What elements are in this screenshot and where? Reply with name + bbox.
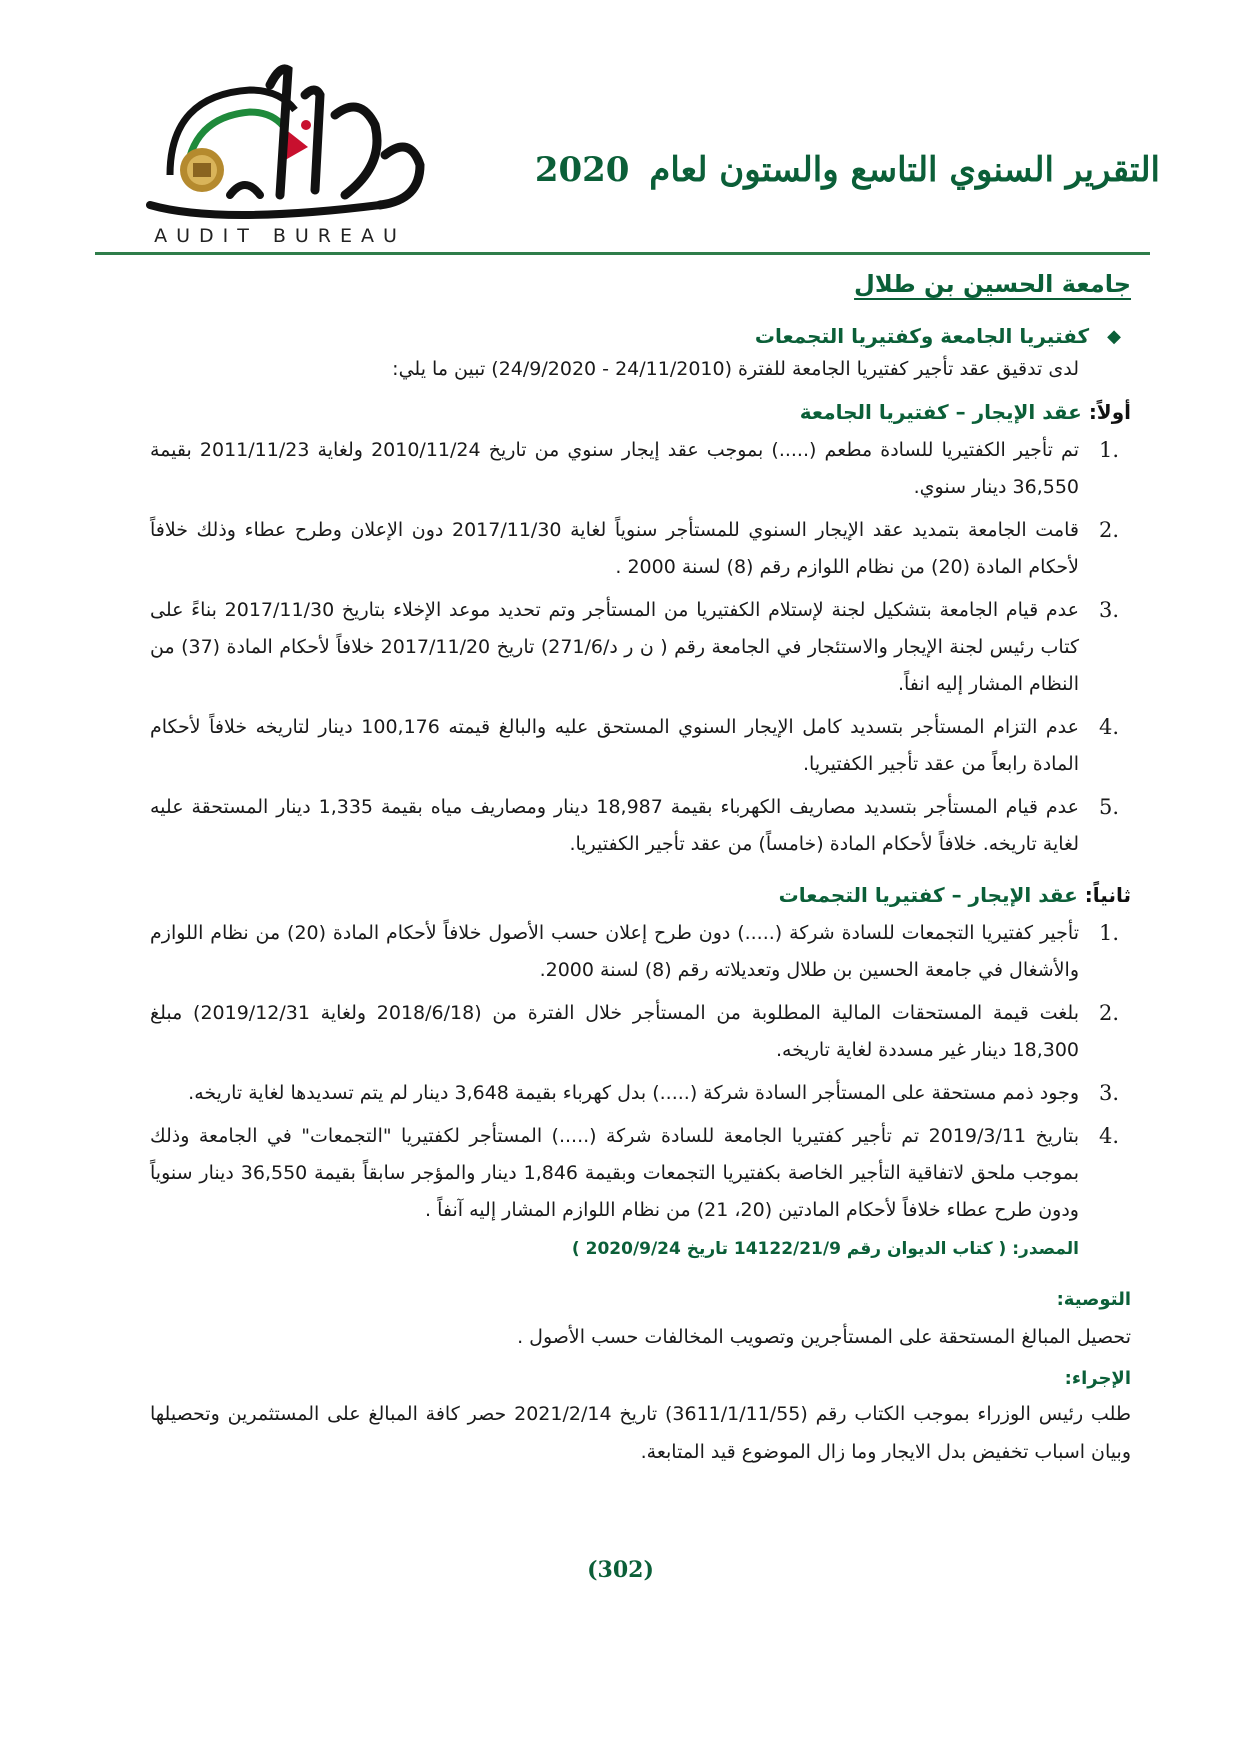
list-item [150, 592, 1119, 703]
first-list [150, 432, 1131, 863]
report-title [535, 150, 1160, 190]
item-number: .2 [1098, 518, 1119, 542]
recommendation-text: تحصيل المبالغ المستحقة على المستأجرين وتصويب المخالفات حسب الأصول . [517, 1326, 1131, 1348]
first-title: عقد الإيجار – كفتيريا الجامعة [799, 400, 1082, 424]
first-number: أولاً: [1088, 400, 1131, 424]
item-text: عدم التزام المستأجر بتسديد كامل الإيجار السنوي المستحق عليه والبالغ قيمته 100,176 دينار لتاريخه خلافاً لأحكام المادة رابعاً من عقد تأجير الكفتيريا. [150, 716, 1079, 775]
logo-english-text: AUDIT BUREAU [154, 225, 406, 247]
main-content [150, 270, 1131, 1471]
first-subheading [150, 400, 1131, 424]
second-number: ثانياً: [1084, 883, 1131, 907]
action-text: طلب رئيس الوزراء بموجب الكتاب رقم (3611/1/11/55) تاريخ 2021/2/14 حصر كافة المبالغ على المستثمرين وتحصيلها وبيان اسباب تخفيض بدل الايجار وما زال الموضوع قيد المتابعة. [150, 1403, 1131, 1463]
university-title: جامعة الحسين بن طلال [854, 270, 1131, 298]
intro-paragraph: لدى تدقيق عقد تأجير كفتيريا الجامعة للفترة (24/11/2010 - 24/9/2020) تبين ما يلي: [392, 358, 1079, 380]
audit-bureau-logo [130, 55, 450, 250]
item-text: تأجير كفتيريا التجمعات للسادة شركة (.....) دون طرح إعلان حسب الأصول خلافاً لأحكام المادة (20) من نظام اللوازم والأشغال في جامعة الحسين بن طلال وتعديلاته رقم (8) لسنة 2000. [150, 922, 1079, 981]
section-title: كفتيريا الجامعة وكفتيريا التجمعات [754, 324, 1090, 348]
action-label: الإجراء: [1064, 1368, 1131, 1389]
logo-emblem-icon [130, 55, 450, 225]
item-text: وجود ذمم مستحقة على المستأجر السادة شركة (.....) بدل كهرباء بقيمة 3,648 دينار لم يتم تسديدها لغاية تاريخه. [188, 1082, 1079, 1104]
item-number: .1 [1098, 921, 1119, 945]
header-divider [95, 252, 1150, 255]
item-text: عدم قيام المستأجر بتسديد مصاريف الكهرباء بقيمة 18,987 دينار ومصاريف مياه بقيمة 1,335 دينار المستحقة عليه لغاية تاريخه. خلافاً لأحكام المادة (خامساً) من عقد تأجير الكفتيريا. [150, 796, 1079, 855]
item-text: تم تأجير الكفتيريا للسادة مطعم (.....) بموجب عقد إيجار سنوي من تاريخ 2010/11/24 ولغاية 2011/11/23 بقيمة 36,550 دينار سنوي. [150, 439, 1079, 498]
item-text: بتاريخ 2019/3/11 تم تأجير كفتيريا الجامعة للسادة شركة (.....) المستأجر لكفتيريا "التجمعات" في الجامعة وذلك بموجب ملحق لاتفاقية التأجير الخاصة بكفتيريا التجمعات وبقيمة 1,846 دينار والمؤجر سابقاً بقيمة 36,550 دينار سنوياً ودون طرح عطاء خلافاً لأحكام المادتين (20، 21) من نظام اللوازم المشار إليه آنفاً . [150, 1125, 1080, 1221]
item-text: قامت الجامعة بتمديد عقد الإيجار السنوي للمستأجر سنوياً لغاية 2017/11/30 دون الإعلان وطرح عطاء وذلك خلافاً لأحكام المادة (20) من نظام اللوازم رقم (8) لسنة 2000 . [150, 519, 1079, 578]
item-number: .3 [1098, 1081, 1119, 1105]
list-item [150, 789, 1119, 863]
list-item [150, 512, 1119, 586]
page-number: (302) [587, 1557, 654, 1583]
item-number: .5 [1098, 795, 1119, 819]
diamond-bullet-icon: ◆ [1107, 325, 1121, 347]
item-number: .4 [1098, 715, 1119, 739]
source-reference: المصدر: ( كتاب الديوان رقم 14122/21/9 تاريخ 2020/9/24 ) [571, 1239, 1079, 1259]
item-number: .1 [1098, 438, 1119, 462]
item-number: .2 [1098, 1001, 1119, 1025]
recommendation-label: التوصية: [1056, 1289, 1131, 1310]
item-number: .4 [1098, 1124, 1119, 1148]
item-text: بلغت قيمة المستحقات المالية المطلوبة من المستأجر خلال الفترة من (2018/6/18 ولغاية 2019/12/31) مبلغ 18,300 دينار غير مسددة لغاية تاريخه. [150, 1002, 1079, 1061]
list-item [150, 995, 1119, 1069]
page-header [120, 55, 1160, 255]
list-item [150, 1075, 1119, 1112]
report-year: 2020 [534, 150, 630, 190]
second-list [150, 915, 1131, 1229]
list-item [150, 1118, 1119, 1229]
item-text: عدم قيام الجامعة بتشكيل لجنة لإستلام الكفتيريا من المستأجر وتم تحديد موعد الإخلاء بتاريخ 2017/11/30 بناءً على كتاب رئيس لجنة الإيجار والاستئجار في الجامعة رقم ( ن ر د/271/6) تاريخ 2017/11/20 خلافاً لأحكام المادة (37) من النظام المشار إليه انفاً. [150, 599, 1079, 695]
list-item [150, 709, 1119, 783]
report-title-text: التقرير السنوي التاسع والستون لعام [649, 150, 1160, 190]
item-number: .3 [1098, 598, 1119, 622]
list-item [150, 432, 1119, 506]
second-title: عقد الإيجار – كفتيريا التجمعات [778, 883, 1078, 907]
section-heading [150, 324, 1121, 348]
second-subheading [150, 883, 1131, 907]
list-item [150, 915, 1119, 989]
